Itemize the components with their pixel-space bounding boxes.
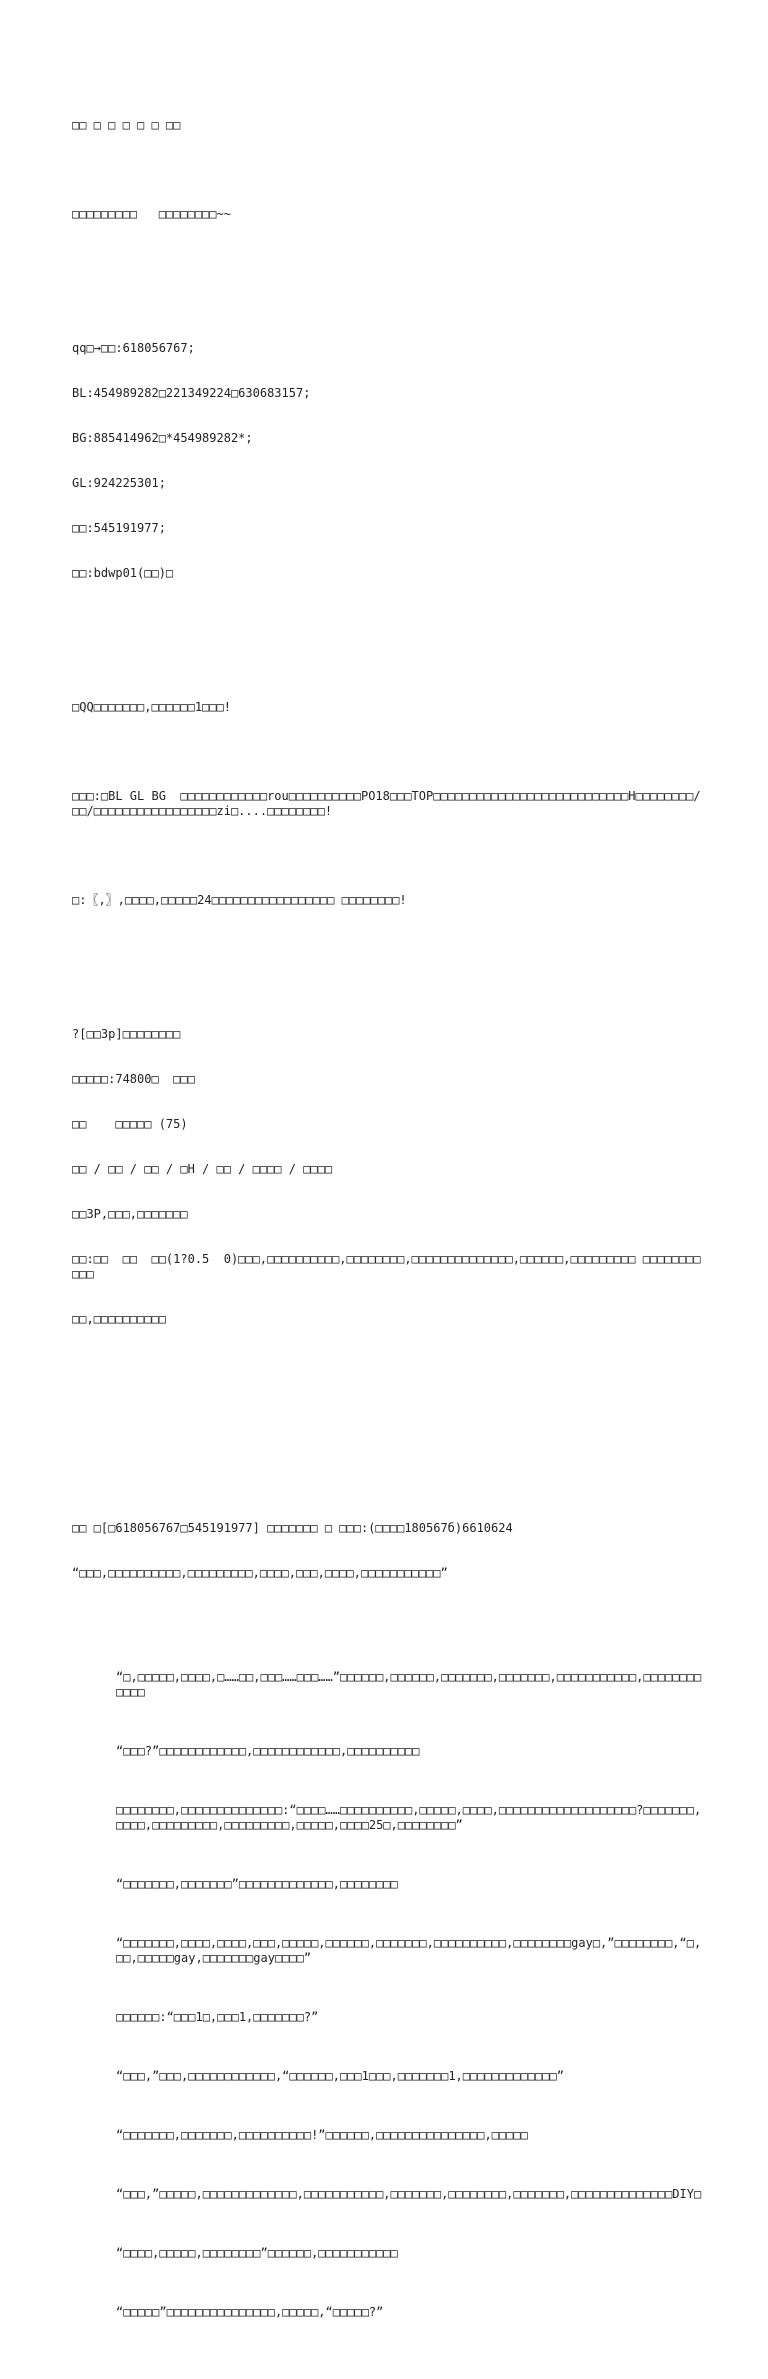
contact-line: BG:885414962□*454989282*; bbox=[72, 431, 253, 445]
book-info-line: □□3P,□□□,□□□□□□□ bbox=[72, 1207, 188, 1221]
document-page bbox=[72, 88, 702, 2379]
notice-main: □□□:□BL GL BG □□□□□□□□□□□□rou□□□□□□□□□□PO18□□□TOP□□□□□□□□□□□□□□□□□□□□□□□□□□□H□□□□□□□□/□□/□□□□□□□□□□□□□□□□□zi□....□□□□□□□□! bbox=[72, 789, 701, 818]
story-paragraph: “□□□,”□□□□□,□□□□□□□□□□□□□,□□□□□□□□□□□,□□□□□□□,□□□□□□□□,□□□□□□□,□□□□□□□□□□□□□□DIY□ bbox=[116, 2187, 702, 2201]
book-info-line: □□ / □□ / □□ / □H / □□ / □□□□ / □□□□ bbox=[72, 1162, 333, 1176]
story-paragraph: “□□□□□□□,□□□□□□□”□□□□□□□□□□□□□,□□□□□□□□ bbox=[116, 1877, 398, 1891]
story-paragraph: “□□□□□□□,□□□□□□□,□□□□□□□□□□!”□□□□□□,□□□□□□□□□□□□□□□,□□□□□ bbox=[116, 2128, 528, 2142]
book-info-line: □□,□□□□□□□□□□ bbox=[72, 1312, 166, 1326]
story-paragraph: “□□□□□”□□□□□□□□□□□□□□□,□□□□□,“□□□□□?” bbox=[116, 2305, 384, 2319]
story-paragraph: “□□□?”□□□□□□□□□□□□,□□□□□□□□□□□□,□□□□□□□□□□ bbox=[116, 1744, 420, 1758]
contact-line: GL:924225301; bbox=[72, 476, 166, 490]
header-title: □□ □ □ □ □ □ □□ bbox=[72, 118, 181, 132]
book-info bbox=[72, 997, 702, 1357]
notice-qq: □QQ□□□□□□□,□□□□□□1□□□! bbox=[72, 700, 231, 714]
book-info-line: ?[□□3p]□□□□□□□□ bbox=[72, 1027, 181, 1041]
story-paragraph: □□□□□□□□,□□□□□□□□□□□□□□:“□□□□……□□□□□□□□□□,□□□□□,□□□□,□□□□□□□□□□□□□□□□□□□?□□□□□□□,□□□□,□□□□□□□□□,□□□□□□□□□,□□□□□,□□□□25□,□□□□□□□□” bbox=[116, 1803, 702, 1832]
contact-line: □□:545191977; bbox=[72, 521, 166, 535]
story-body bbox=[72, 1640, 702, 2364]
book-info-line: □□ □□□□□ (75) bbox=[72, 1117, 188, 1131]
book-info-line: □□:□□ □□ □□(1?0.5 0)□□□,□□□□□□□□□□,□□□□□□□□,□□□□□□□□□□□□□□,□□□□□□,□□□□□□□□□ □□□□□□□□□□□ bbox=[72, 1252, 701, 1281]
contact-line: □□:bdwp01(□□)□ bbox=[72, 566, 174, 580]
story-header: □□ □[□618056767□545191977] □□□□□□□ □ □□□:(□□□□180567б)6610624 bbox=[72, 1521, 513, 1535]
story-paragraph: “□□□□,□□□□□,□□□□□□□□”□□□□□□,□□□□□□□□□□□ bbox=[116, 2246, 398, 2260]
story-paragraph: “□,□□□□□,□□□□,□……□□,□□□……□□□……”□□□□□□,□□□□□□,□□□□□□□,□□□□□□□,□□□□□□□□□□□,□□□□□□□□□□□□ bbox=[116, 1670, 702, 1699]
story-paragraph: “□□□□□□□,□□□□,□□□□,□□□,□□□□□,□□□□□□,□□□□□□□,□□□□□□□□□□,□□□□□□□□gay□,”□□□□□□□□,“□,□□,□□□□□gay,□□□□□□□gay□□□□” bbox=[116, 1936, 702, 1965]
notice-24: □:〖,〗,□□□□,□□□□□24□□□□□□□□□□□□□□□□□ □□□□□□□□! bbox=[72, 893, 407, 907]
book-info-line: □□□□□:74800□ □□□ bbox=[72, 1072, 195, 1086]
contact-line: qq□→□□:618056767; bbox=[72, 341, 195, 355]
contact-list bbox=[72, 311, 702, 611]
story-intro: “□□□,□□□□□□□□□□,□□□□□□□□□,□□□□,□□□,□□□□,□□□□□□□□□□□” bbox=[72, 1566, 448, 1580]
story-paragraph: “□□□,”□□□,□□□□□□□□□□□□,“□□□□□□,□□□1□□□,□□□□□□□1,□□□□□□□□□□□□□” bbox=[116, 2069, 564, 2083]
header-subtitle: □□□□□□□□□ □□□□□□□□~~ bbox=[72, 207, 231, 221]
contact-line: BL:454989282□221349224□630683157; bbox=[72, 386, 311, 400]
story-paragraph: □□□□□□:“□□□1□,□□□1,□□□□□□□?” bbox=[116, 2010, 319, 2024]
